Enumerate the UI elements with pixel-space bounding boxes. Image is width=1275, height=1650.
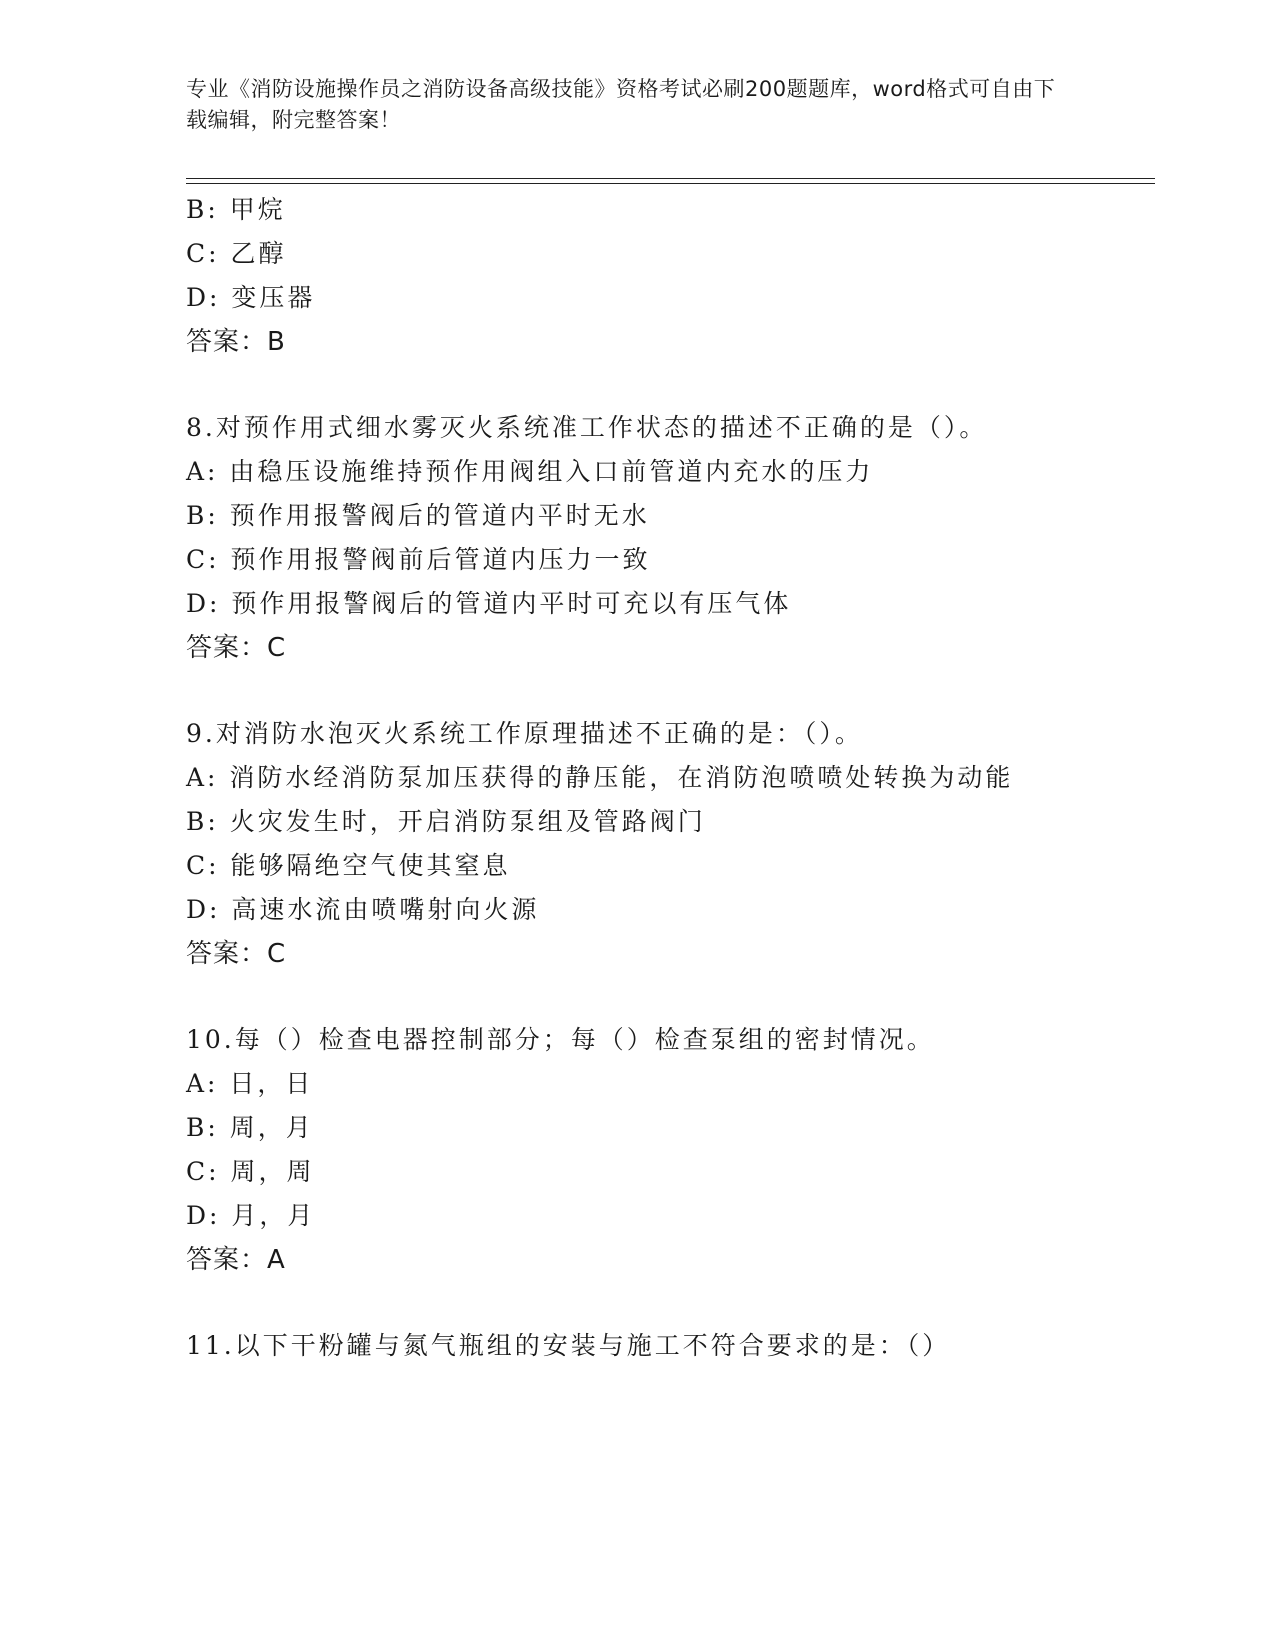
q9-option-a: A: 消防水经消防泵加压获得的静压能，在消防泡喷喷处转换为动能 (186, 763, 1014, 792)
q11-stem: 11.以下干粉罐与氮气瓶组的安装与施工不符合要求的是：（） (186, 1331, 951, 1360)
header-rule-bottom (186, 183, 1155, 184)
q8-answer: 答案：C (186, 633, 287, 663)
q10-answer: 答案：A (186, 1245, 286, 1275)
q9-stem: 9.对消防水泡灭火系统工作原理描述不正确的是：（）。 (186, 719, 863, 748)
q10-option-a: A: 日，日 (186, 1069, 314, 1098)
prev-option-c: C: 乙醇 (186, 239, 287, 268)
q10-stem: 10.每（）检查电器控制部分；每（）检查泵组的密封情况。 (186, 1025, 935, 1054)
prev-option-b: B: 甲烷 (186, 195, 286, 224)
q10-option-b: B: 周，月 (186, 1113, 314, 1142)
q9-option-b: B: 火灾发生时，开启消防泵组及管路阀门 (186, 807, 706, 836)
q8-option-c: C: 预作用报警阀前后管道内压力一致 (186, 545, 651, 574)
prev-answer: 答案：B (186, 327, 286, 357)
q8-option-a: A: 由稳压设施维持预作用阀组入口前管道内充水的压力 (186, 457, 874, 486)
q10-option-d: D: 月，月 (186, 1201, 316, 1230)
document-header: 专业《消防设施操作员之消防设备高级技能》资格考试必刷200题题库，word格式可自由下载编辑，附完整答案！ (186, 77, 1056, 132)
q8-option-d: D: 预作用报警阀后的管道内平时可充以有压气体 (186, 589, 792, 618)
q8-stem: 8.对预作用式细水雾灭火系统准工作状态的描述不正确的是（）。 (186, 413, 988, 442)
q9-answer: 答案：C (186, 939, 287, 969)
q8-option-b: B: 预作用报警阀后的管道内平时无水 (186, 501, 650, 530)
q10-option-c: C: 周，周 (186, 1157, 315, 1186)
q9-option-c: C: 能够隔绝空气使其窒息 (186, 851, 511, 880)
prev-option-d: D: 变压器 (186, 283, 316, 312)
q9-option-d: D: 高速水流由喷嘴射向火源 (186, 895, 540, 924)
header-rule-top (186, 178, 1155, 179)
